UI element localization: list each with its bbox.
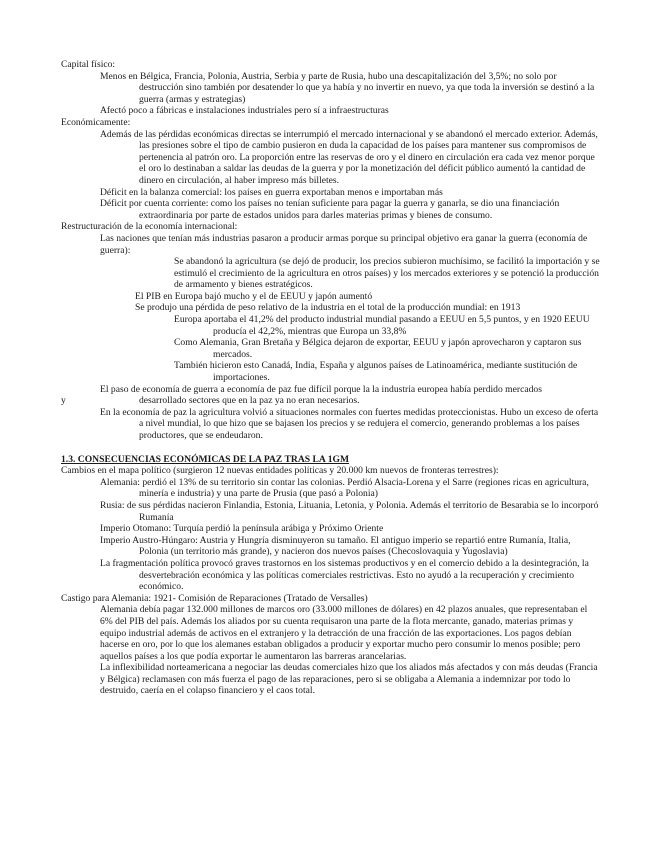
paragraph-inflexibilidad: La inflexibilidad norteamericana a negociar las deudas comerciales hizo que los aliados más afectados y con más deudas (Francia y Bélgica) reclamasen con más fuerza el pago de las reparaciones, pero si se obligaba a Alemania a indemnizar por todo lo destruido, caería en el colapso financiero y el caos total. [100,662,598,697]
paragraph-sustitucion-importaciones: También hicieron esto Canadá, India, España y algunos países de Latinoamérica, mediante sustitución de importaciones. [174,360,578,384]
paragraph-perdidas-economicas: Además de las pérdidas económicas directas se interrumpió el mercado internacional y se abandonó el mercado exterior. Además, las presiones sobre el tipo de cambio pusieron en duda la capacidad de los países para mantener sus compromisos de pertenencia al patrón oro. La proporción entre las reservas de oro y el dinero en circulación era cada vez menor porque el oro lo destinaban a saldar las deudas de la guerra y por la monetización del déficit público aumentó la cantidad de dinero en circulación, al haber impreso más billetes. [100,128,598,186]
paragraph-paso-economia-paz: El paso de economía de guerra a economía de paz fue difícil porque la la industria europea había perdido mercados y desarrollado sectores que en la paz ya no eran necesarios. [61,383,542,407]
paragraph-europa-aportaba: Europa aportaba el 41,2% del producto industrial mundial pasando a EEUU en 5,5 puntos, y en 1920 EEUU producía el 42,2%, mientras que Europa un 33,8% [174,314,590,337]
paragraph-fragmentacion: La fragmentación política provocó graves trastornos en los sistemas productivos y en el comercio debido a la desintegración, la desvertebración económica y las políticas comerciales restrictivas. Esto no ayudó a la recuperación y crecimiento económico. [100,557,589,593]
paragraph-economia-guerra: Las naciones que tenían más industrias pasaron a producir armas porque su principal objetivo era ganar la guerra (economía de guerra): [100,232,588,256]
paragraph-descapitalizacion: Menos en Bélgica, Francia, Polonia, Austria, Serbia y parte de Rusia, hubo una descapitalización del 3,5%; no solo por destrucción sino también por desatender lo que ya había y no invertir en nuevo, ya que toda la inversión se destinó a la guerra (armas y estrategias) [100,70,595,105]
paragraph-deficit-balanza: Déficit en la balanza comercial: los países en guerra exportaban menos e importaban más [100,186,443,198]
paragraph-castigo-alemania: Castigo para Alemania: 1921- Comisión de Reparaciones (Tratado de Versalles) [61,592,368,604]
heading-capital-fisico: Capital físico: [61,59,116,70]
paragraph-economia-paz-agricultura: En la economía de paz la agricultura volvió a situaciones normales con fuertes medidas proteccionistas. Hubo un exceso de oferta a nivel mundial, lo que hizo que se bajasen los precios y se redujera el comercio, generando problemas a los países productores, que se endeudaron. [100,406,599,441]
paragraph-alemania: Alemania: perdió el 13% de su territorio sin contar las colonias. Perdió Alsacia-Lorena y el Sarre (regiones ricas en agricultura, minería e industria) y una parte de Prusia (que pasó a Polonia) [100,476,589,500]
paragraph-dejaron-exportar: Como Alemania, Gran Bretaña y Bélgica dejaron de exportar, EEUU y japón aprovecharon y captaron sus mercados. [174,337,582,360]
paragraph-cambios-mapa: Cambios en el mapa político (surgieron 12 nuevas entidades políticas y 20.000 km nuevos de fronteras terrestres): [61,465,499,477]
paragraph-infraestructuras: Afectó poco a fábricas e instalaciones industriales pero sí a infraestructuras [100,105,389,117]
paragraph-imperio-austro-hungaro: Imperio Austro-Húngaro: Austria y Hungría disminuyeron su tamaño. El antiguo imperio se repartió entre Rumanía, Italia, Polonia (un territorio más grande), y nacieron dos nuevos países (Checoslovaquia y Yugoslavia) [100,534,571,558]
paragraph-rusia: Rusia: de sus pérdidas nacieron Finlandia, Estonia, Lituania, Letonia, y Polonia. Además el territorio de Besarabia se lo incorporó Rumanía [100,499,599,523]
section-title: 1.3. CONSECUENCIAS ECONÓMICAS DE LA PAZ TRAS LA 1GM [61,453,350,465]
heading-economicamente: Económicamente: [61,116,131,128]
paragraph-deficit-cuenta-corriente: Déficit por cuenta corriente: como los países no tenían suficiente para pagar la guerra y ganarla, se dio una financiación extraordinaria por parte de estados unidos para darles materias primas y bienes de consumo. [100,198,560,221]
document-page [61,59,601,697]
heading-restructuracion: Restructuración de la economía internacional: [61,221,238,233]
paragraph-agricultura-abandonada: Se abandonó la agricultura (se dejó de producir, los precios subieron muchísimo, se facilitó la importación y se estimuló el crecimiento de la agricultura en otros países) y los mercados exteriores y se potenció la producción de armamento y bienes estratégicos. [174,256,600,291]
paragraph-alemania-pagos: Alemania debía pagar 132.000 millones de marcos oro (33.000 millones de dólares) en 42 plazos anuales, que representaban el 6% del PIB del país. Además los aliados por su cuenta requisaron una parte de la flota mercante, ganado, materias primas y equipo industrial además de activos en el extranjero y la detracción de una fracción de las exportaciones. Los pagos debían hacerse en oro, por lo que los alemanes estaban obligados a producir y exportar mucho pero consumir lo menos posible; pero aquellos países a los que podía exportar le aumentaron las barreras arancelarias. [100,604,588,662]
paragraph-perdida-peso: Se produjo una pérdida de peso relativo de la industria en el total de la producción mundial: en 1913 [135,302,521,314]
paragraph-imperio-otomano: Imperio Otomano: Turquía perdió la península arábiga y Próximo Oriente [100,523,384,535]
paragraph-pib-europa: El PIB en Europa bajó mucho y el de EEUU y japón aumentó [135,290,373,302]
